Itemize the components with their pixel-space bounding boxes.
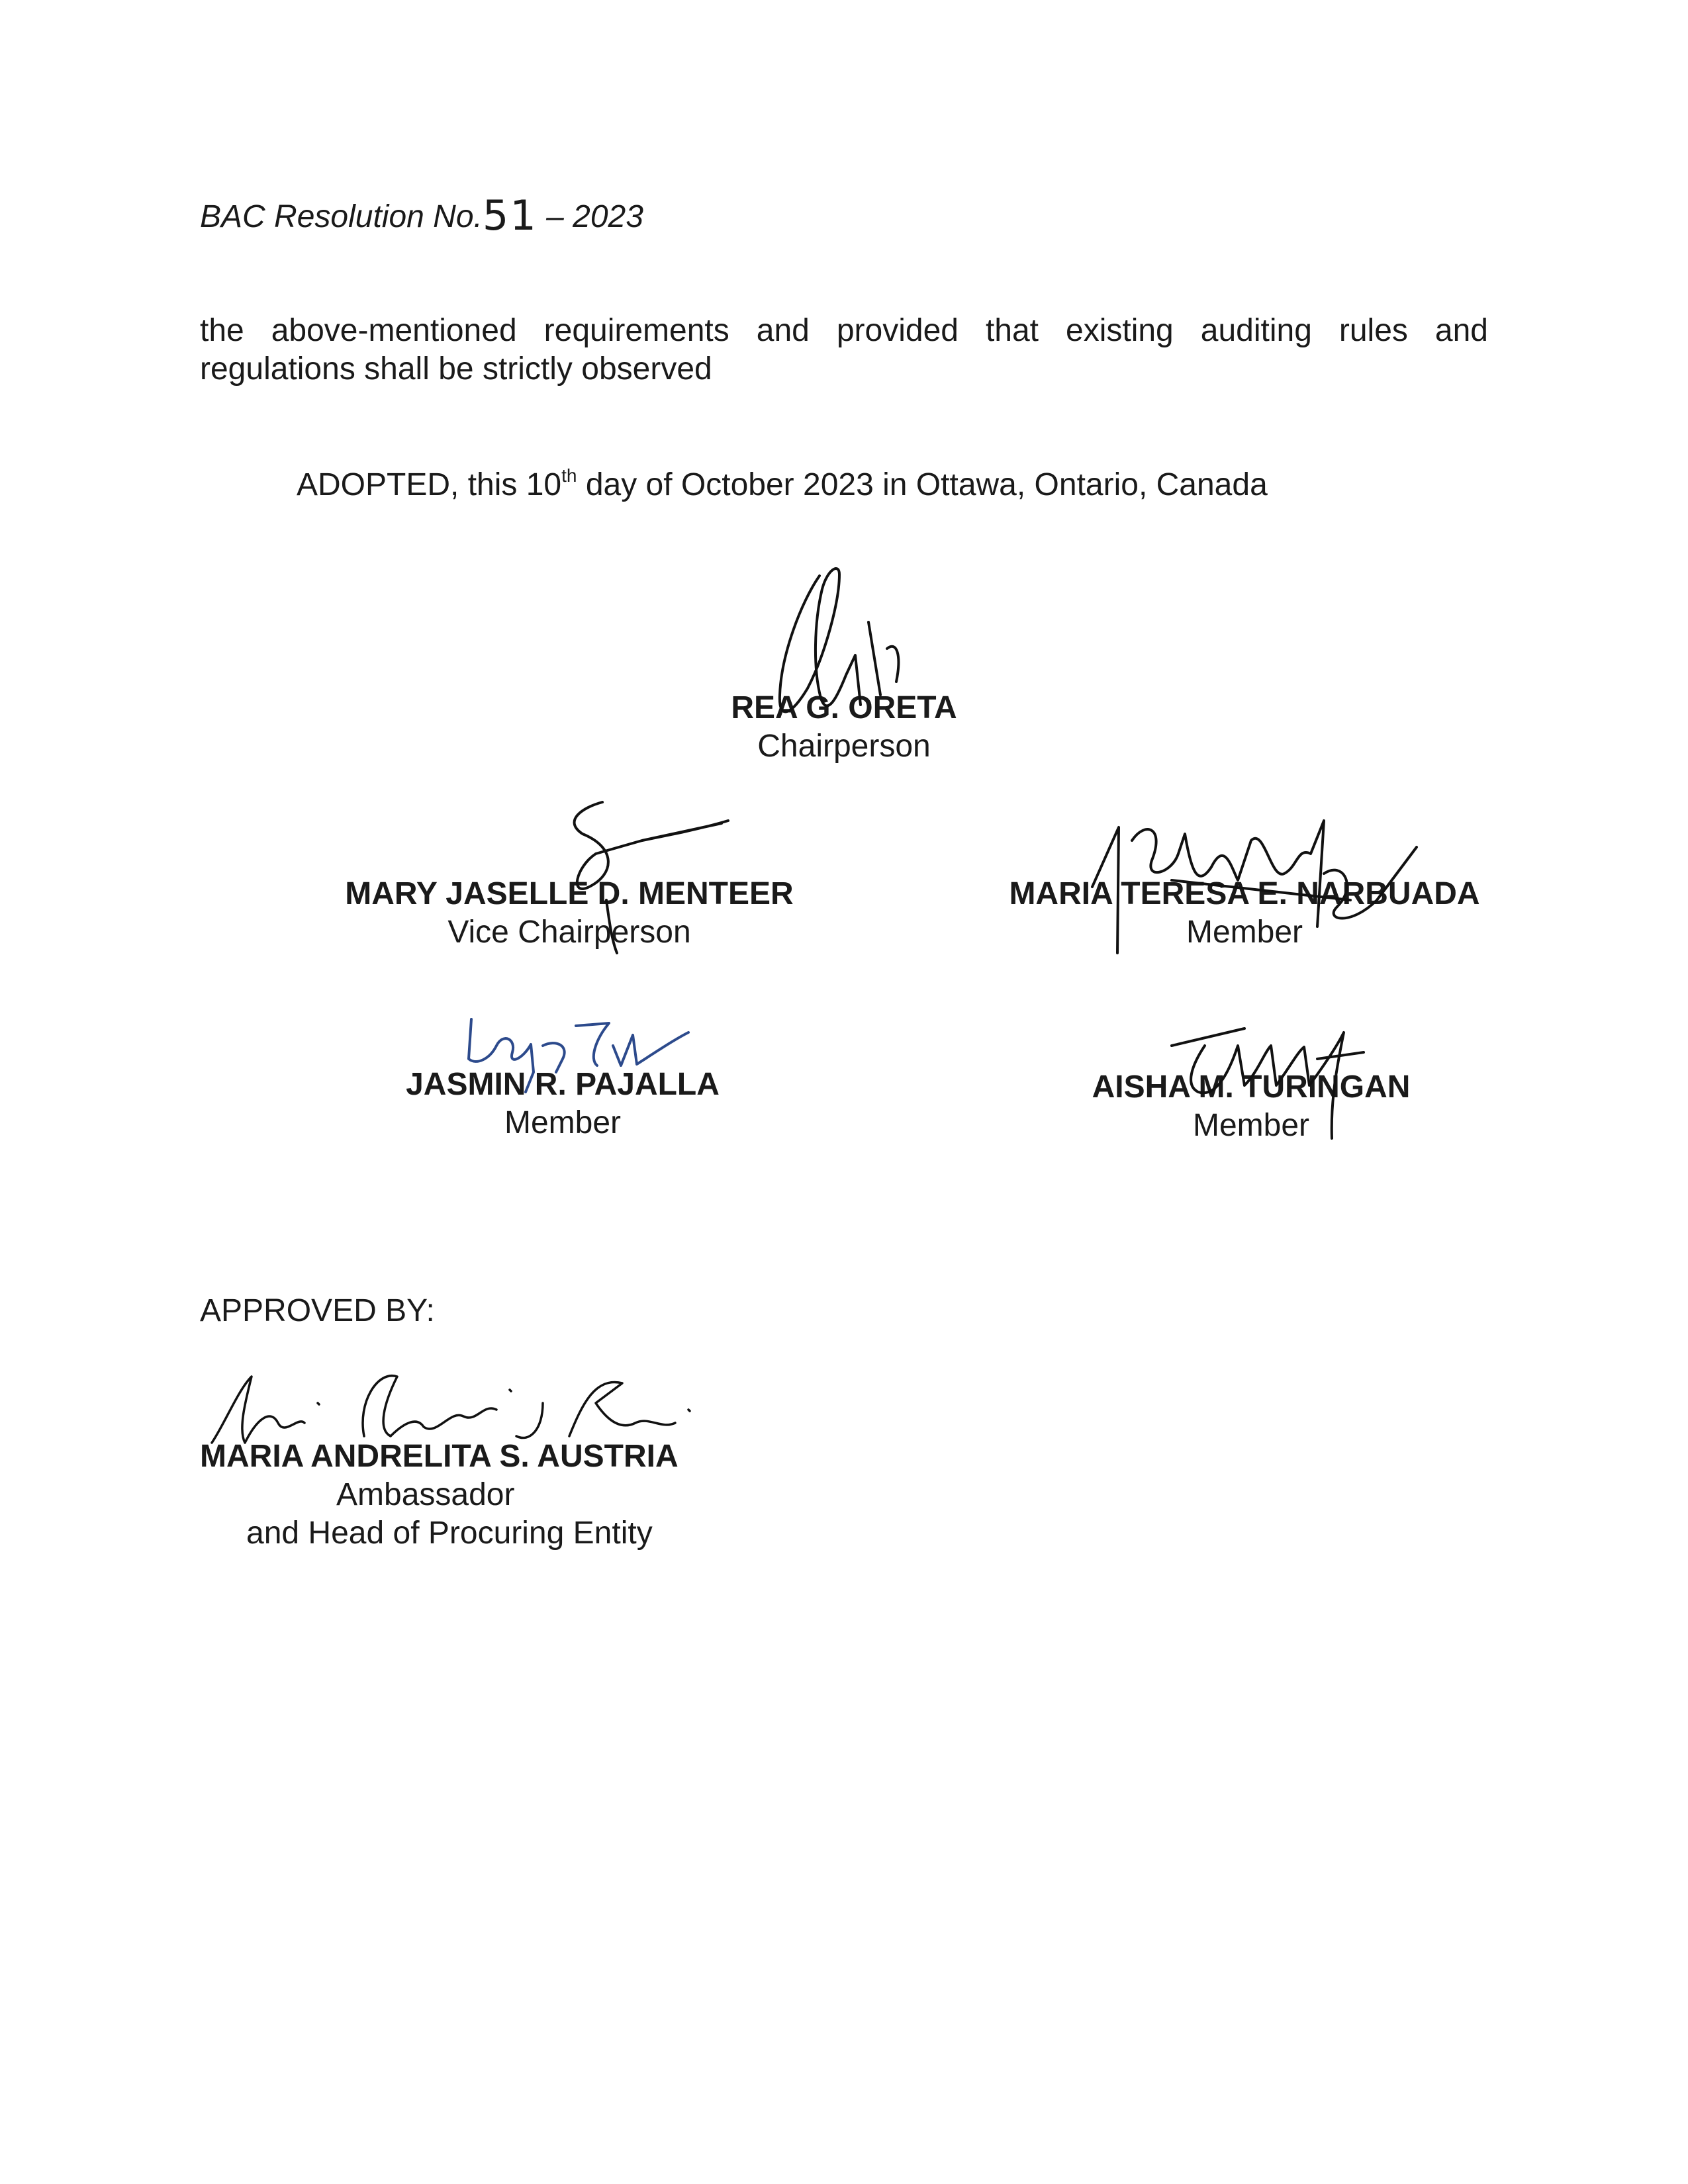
body-line-2: regulations shall be strictly observed xyxy=(200,351,712,387)
member-3-role: Member xyxy=(1192,1108,1310,1143)
member-2-role: Member xyxy=(504,1105,622,1140)
member-1-signature xyxy=(1072,801,1430,966)
resolution-number: 51 xyxy=(482,191,538,240)
chairperson-name: REA G. ORETA xyxy=(731,690,957,725)
member-3-signature xyxy=(1165,1006,1390,1145)
member-2-name: JASMIN R. PAJALLA xyxy=(406,1067,720,1102)
approver-name: MARIA ANDRELITA S. AUSTRIA xyxy=(200,1439,679,1474)
member-1-name: MARIA TERESA E. NARBUADA xyxy=(1009,876,1480,911)
resolution-year: – 2023 xyxy=(537,199,643,234)
adopted-text-end: day of October 2023 in Ottawa, Ontario, Canada xyxy=(577,467,1268,502)
approver-signature xyxy=(199,1363,702,1456)
adopted-text-start: ADOPTED, this 10 xyxy=(297,467,562,502)
body-line-1: the above-mentioned requirements and provided that existing auditing rules and xyxy=(200,313,1488,348)
member-2-signature xyxy=(457,1006,695,1099)
approver-title-line-2: and Head of Procuring Entity xyxy=(246,1516,653,1551)
adopted-statement xyxy=(297,467,1268,504)
vice-chairperson-signature xyxy=(543,794,741,960)
adopted-ordinal-suffix: th xyxy=(561,465,577,486)
member-3-name: AISHA M. TURINGAN xyxy=(1092,1069,1411,1105)
body-paragraph xyxy=(200,312,1488,388)
vice-chairperson-name: MARY JASELLE D. MENTEER xyxy=(345,876,794,911)
approver-title-line-1: Ambassador xyxy=(336,1477,515,1512)
resolution-header xyxy=(200,191,643,240)
vice-chairperson-role: Vice Chairperson xyxy=(447,915,691,950)
chairperson-signature xyxy=(761,563,933,741)
member-1-role: Member xyxy=(1186,915,1303,950)
resolution-prefix: BAC Resolution No. xyxy=(200,199,483,234)
chairperson-role: Chairperson xyxy=(757,729,931,764)
approved-by-label: APPROVED BY: xyxy=(200,1293,435,1328)
